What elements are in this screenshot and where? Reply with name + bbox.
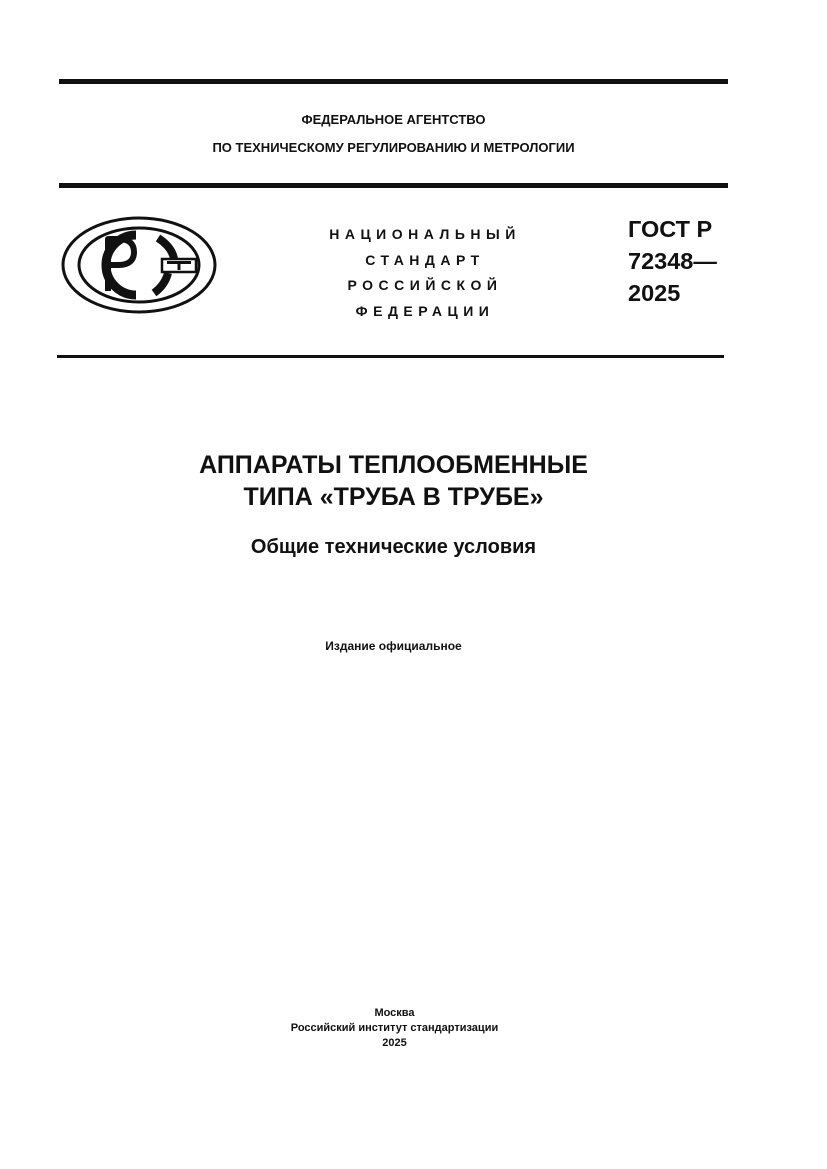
document-title bbox=[0, 449, 787, 513]
designation-line: 2025 bbox=[628, 280, 681, 306]
middle-rule bbox=[59, 183, 728, 188]
edition-note: Издание официальное bbox=[325, 639, 462, 653]
rst-gost-emblem-icon bbox=[60, 215, 218, 315]
title-line-2: ТИПА «ТРУБА В ТРУБЕ» bbox=[243, 483, 544, 511]
imprint-year: 2025 bbox=[382, 1037, 407, 1049]
standard-type-line: РОССИЙСКОЙ bbox=[347, 277, 503, 293]
designation-line: ГОСТ Р bbox=[628, 216, 713, 242]
imprint bbox=[0, 1006, 789, 1051]
top-rule bbox=[59, 79, 728, 84]
title-line-1: АППАРАТЫ ТЕПЛООБМЕННЫЕ bbox=[199, 451, 588, 479]
imprint-city: Москва bbox=[374, 1007, 415, 1019]
lower-rule bbox=[57, 355, 724, 358]
designation-line: 72348— bbox=[628, 248, 717, 274]
standard-type-line: ФЕДЕРАЦИИ bbox=[355, 302, 495, 319]
standard-type-line: НАЦИОНАЛЬНЫЙ bbox=[329, 226, 521, 242]
imprint-publisher: Российский институт стандартизации bbox=[290, 1022, 499, 1034]
agency-line-2: ПО ТЕХНИЧЕСКОМУ РЕГУЛИРОВАНИЮ И МЕТРОЛОГИИ bbox=[212, 140, 575, 155]
standard-designation bbox=[628, 213, 717, 309]
document-subtitle: Общие технические условия bbox=[250, 536, 537, 558]
standard-type-line: СТАНДАРТ bbox=[365, 251, 485, 268]
standard-type bbox=[300, 222, 550, 324]
agency-line-1: ФЕДЕРАЛЬНОЕ АГЕНТСТВО bbox=[301, 112, 486, 127]
